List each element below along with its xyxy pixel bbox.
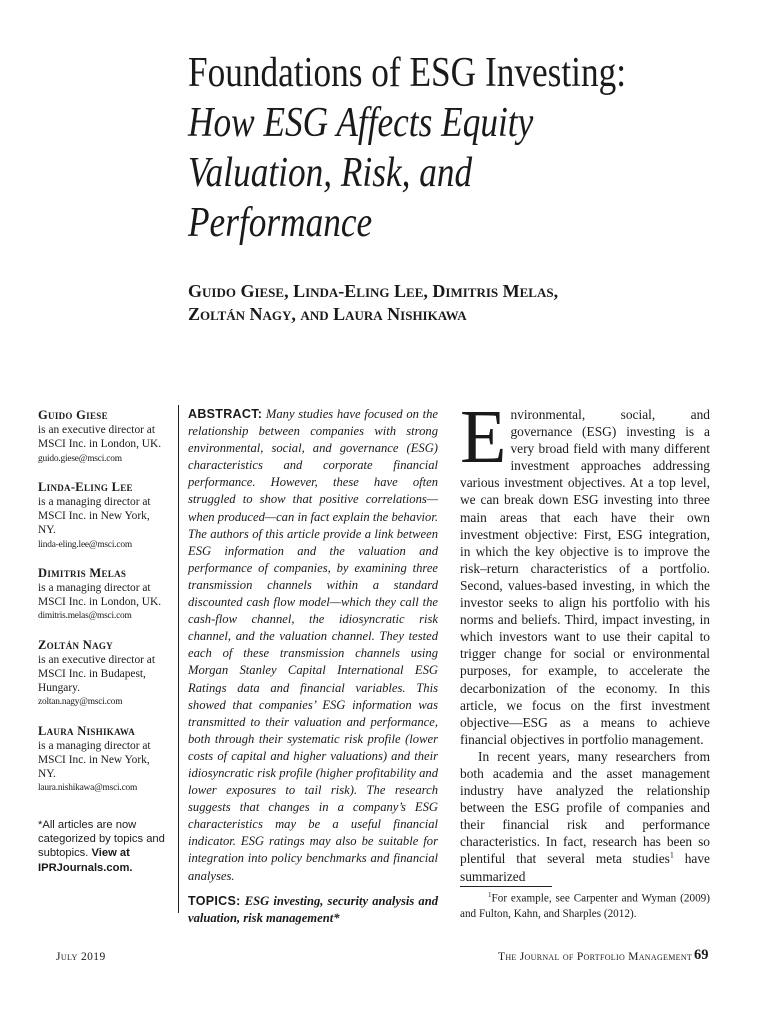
abstract-label: ABSTRACT: bbox=[188, 407, 263, 421]
bio-email[interactable]: zoltan.nagy@msci.com bbox=[38, 697, 123, 708]
bio-text: is a managing director at MSCI Inc. in London, UK. bbox=[38, 582, 162, 609]
footnote-text: For example, see Carpenter and Wyman (2009) and Fulton, Kahn, and Sharples (2012). bbox=[460, 892, 710, 921]
bio-email[interactable]: linda-eling.lee@msci.com bbox=[38, 539, 132, 550]
body-column bbox=[460, 395, 710, 885]
title-sub-line-1: How ESG Affects Equity bbox=[188, 100, 534, 146]
article-title bbox=[188, 48, 728, 248]
bio-email[interactable]: laura.nishikawa@msci.com bbox=[38, 783, 138, 794]
bio-name: Dimitris Melas bbox=[38, 565, 127, 580]
bio-nishikawa bbox=[38, 724, 170, 796]
body-paragraph-1-text: nvironmental, social, and governance (ESG) investing is a very broad field with many different investment approaches addressing various investment objectives. At a top level, we can break down ESG investing into three main areas that each have their own investment objective: First, ESG integration, in which the key objective is to improve the risk–return characteristics of a portfolio. Second, values-based investing, in which the investor seeks to align his portfolio with his norms and beliefs. Third, impact investing, in which investors want to use their capital to trigger change for social or environmental purposes, for example, to accelerate the decarbonization of the economy. In this article, we focus on the first investment objective—ESG as a means to achieve financial objectives in portfolio management. bbox=[460, 407, 710, 747]
bio-email[interactable]: guido.giese@msci.com bbox=[38, 453, 122, 464]
author-list bbox=[188, 280, 728, 326]
title-sub-line-2: Valuation, Risk, and bbox=[188, 150, 473, 196]
footnote-marker: 1 bbox=[488, 891, 492, 899]
topics-note bbox=[38, 818, 170, 876]
bio-name: Linda-Eling Lee bbox=[38, 479, 133, 494]
bio-name: Guido Giese bbox=[38, 408, 108, 422]
topics-note-text: *All articles are now categorized by topics and subtopics. bbox=[38, 818, 165, 860]
title-sub-line-3: Performance bbox=[188, 200, 373, 246]
column-divider bbox=[178, 405, 179, 913]
bio-lee bbox=[38, 480, 170, 552]
abstract bbox=[188, 406, 438, 885]
bio-melas bbox=[38, 566, 170, 624]
bio-text: is an executive director at MSCI Inc. in Budapest, Hungary. bbox=[38, 653, 156, 695]
footer-journal: The Journal of Portfolio Management bbox=[498, 951, 693, 963]
topics bbox=[188, 893, 438, 927]
bio-text: is a managing director at MSCI Inc. in New York, NY. bbox=[38, 496, 151, 537]
bio-text: is an executive director at MSCI Inc. in London, UK. bbox=[38, 424, 162, 451]
footnote bbox=[460, 888, 710, 923]
topics-note-link[interactable]: View at IPRJournals.com. bbox=[38, 847, 133, 874]
title-main: Foundations of ESG Investing: bbox=[188, 50, 627, 96]
body-paragraph-2-text-b: have summarized bbox=[460, 851, 710, 884]
bio-name: Laura Nishikawa bbox=[38, 723, 136, 738]
abstract-text: Many studies have focused on the relationship between companies with strong environmental, social, and governance (ESG) characteristics and corporate financial performance. However, these have often struggled to show that positive correlations—when produced—can in fact explain the behavior. The authors of this article provide a link between ESG information and the valuation and performance of companies, by examining three transmission channels within a standard discounted cash flow model—which they call the cash-flow channel, the idiosyncratic risk channel, and the valuation channel. They tested each of these transmission channels using Morgan Stanley Capital International ESG Ratings data and financial variables. This showed that companies’ ESG information was transmitted to their valuation and performance, both through their systematic risk profile (lower costs of capital and higher valuations) and their idiosyncratic risk profile (higher profitability and lower exposures to tail risk). The research suggests that changes in a company’s ESG characteristics may be a useful financial indicator. ESG ratings may also be suitable for integration into policy benchmarks and financial analyses. bbox=[188, 407, 438, 883]
body-paragraph-1 bbox=[460, 395, 710, 748]
bio-text: is a managing director at MSCI Inc. in New York, NY. bbox=[38, 739, 151, 781]
bio-giese bbox=[38, 408, 170, 466]
author-line-2: Zoltán Nagy, and Laura Nishikawa bbox=[188, 304, 467, 324]
author-bios-sidebar bbox=[38, 408, 170, 875]
bio-email[interactable]: dimitris.melas@msci.com bbox=[38, 611, 132, 622]
footer-date: July 2019 bbox=[56, 951, 106, 963]
body-paragraph-2 bbox=[460, 748, 710, 885]
bio-nagy bbox=[38, 638, 170, 710]
body-paragraph-2-text-a: In recent years, many researchers from both academia and the asset management industry have analyzed the relationship between the ESG profile of companies and their financial risk and performance characteristics. In fact, research has been so plentiful that several meta studies bbox=[460, 748, 710, 867]
topics-text: ESG investing, security analysis and valuation, risk management* bbox=[188, 893, 438, 925]
footnote-ref[interactable]: 1 bbox=[669, 850, 674, 860]
topics-label: TOPICS: bbox=[188, 893, 241, 908]
drop-cap: E bbox=[460, 395, 507, 479]
author-line-1: Guido Giese, Linda-Eling Lee, Dimitris Melas, bbox=[188, 281, 559, 301]
bio-name: Zoltán Nagy bbox=[38, 637, 113, 652]
abstract-column bbox=[188, 406, 438, 927]
page-number: 69 bbox=[694, 947, 709, 963]
footnote-rule bbox=[460, 886, 552, 887]
